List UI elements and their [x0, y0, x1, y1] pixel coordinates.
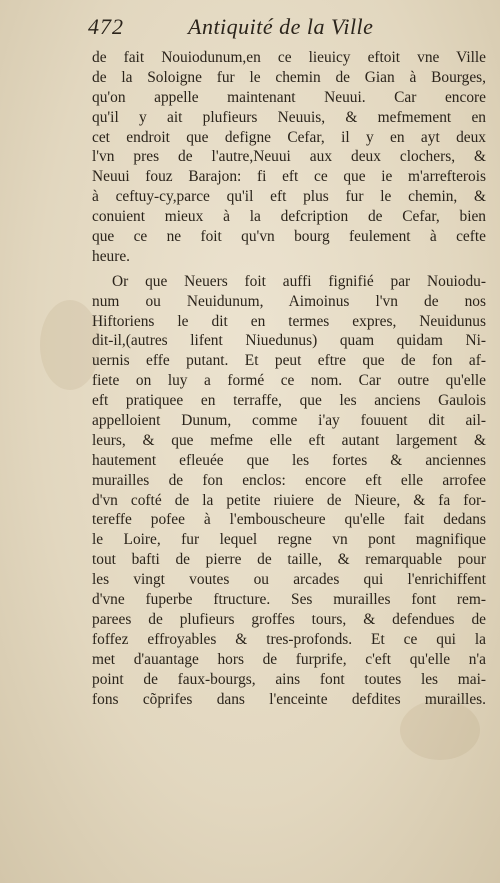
text-line: que ce ne foit qu'vn bourg feulement à cefte — [92, 228, 486, 246]
text-line: les vingt voutes ou arcades qui l'enrichiffent — [92, 571, 486, 589]
text-line: l'vn pres de l'autre,Neuui aux deux clochers, & — [92, 148, 486, 166]
text-line: fons cõprifes dans l'enceinte defdites murailles. — [92, 690, 486, 708]
paper-stain — [40, 300, 100, 390]
text-line: tout bafti de pierre de taille, & remarquable pour — [92, 551, 486, 569]
text-line: qu'il y ait plufieurs Neuuis, & mefmement en — [92, 108, 486, 126]
text-line: murailles de fon enclos: encore eft elle arrofee — [92, 471, 486, 489]
text-line: Hiftoriens le dit en termes expres, Neuidunus — [92, 312, 486, 330]
body-text — [92, 48, 486, 709]
text-line: à ceftuy-cy,parce qu'il eft plus fur le chemin, & — [92, 188, 486, 206]
text-line: Neuui fouz Barajon: fi eft ce que ie m'arrefterois — [92, 168, 486, 186]
text-line: cet endroit que defigne Cefar, il y en ayt deux — [92, 128, 486, 146]
text-line: tereffe pofee à l'embouscheure qu'elle fait dedans — [92, 511, 486, 529]
text-line: eft pratiquee en terraffe, que les anciens Gaulois — [92, 392, 486, 410]
text-line: de fait Nouiodunum,en ce lieuicy eftoit vne Ville — [92, 49, 486, 66]
running-title: Antiquité de la Ville — [188, 14, 374, 39]
text-line: num ou Neuidunum, Aimoinus l'vn de nos — [92, 292, 486, 310]
text-line: met d'auantage hors de furprife, c'eft qu'elle n'a — [92, 650, 486, 668]
paragraph-1 — [92, 48, 486, 267]
page-header — [88, 10, 488, 50]
text-line: d'vn cofté de la petite riuiere de Nieure, & fa for- — [92, 491, 486, 509]
text-line: hautement efleuée que les fortes & anciennes — [92, 451, 486, 469]
text-line: conuient mieux à la defcription de Cefar, bien — [92, 208, 486, 226]
text-line: le Loire, fur lequel regne vn pont magnifique — [92, 531, 486, 549]
page-number: 472 — [88, 14, 124, 39]
text-line: heure. — [92, 247, 131, 265]
text-line: uernis effe putant. Et peut eftre que de fon af- — [92, 352, 486, 370]
text-line: dit-il,(autres lifent Niuedunus) quam quidam Ni- — [92, 332, 486, 350]
text-line: appelloient Dunum, comme i'ay fouuent dit ail- — [92, 412, 486, 430]
text-line: parees de plufieurs groffes tours, & defendues de — [92, 610, 486, 628]
text-line: point de faux-bourgs, ains font toutes les mai- — [92, 670, 486, 688]
paragraph-2 — [92, 272, 486, 710]
text-line: foffez effroyables & tres-profonds. Et ce qui la — [92, 630, 486, 648]
text-line: fiete on luy a formé ce nom. Car outre qu'elle — [92, 372, 486, 390]
text-line: de la Soloigne fur le chemin de Gian à Bourges, — [92, 68, 486, 86]
text-line: leurs, & que mefme elle eft autant largement & — [92, 431, 486, 449]
text-line: Or que Neuers foit auffi fignifié par Nouiodu- — [112, 272, 486, 290]
text-line: d'vne fuperbe ftructure. Ses murailles font rem- — [92, 591, 486, 609]
text-line: qu'on appelle maintenant Neuui. Car encore — [92, 88, 486, 106]
